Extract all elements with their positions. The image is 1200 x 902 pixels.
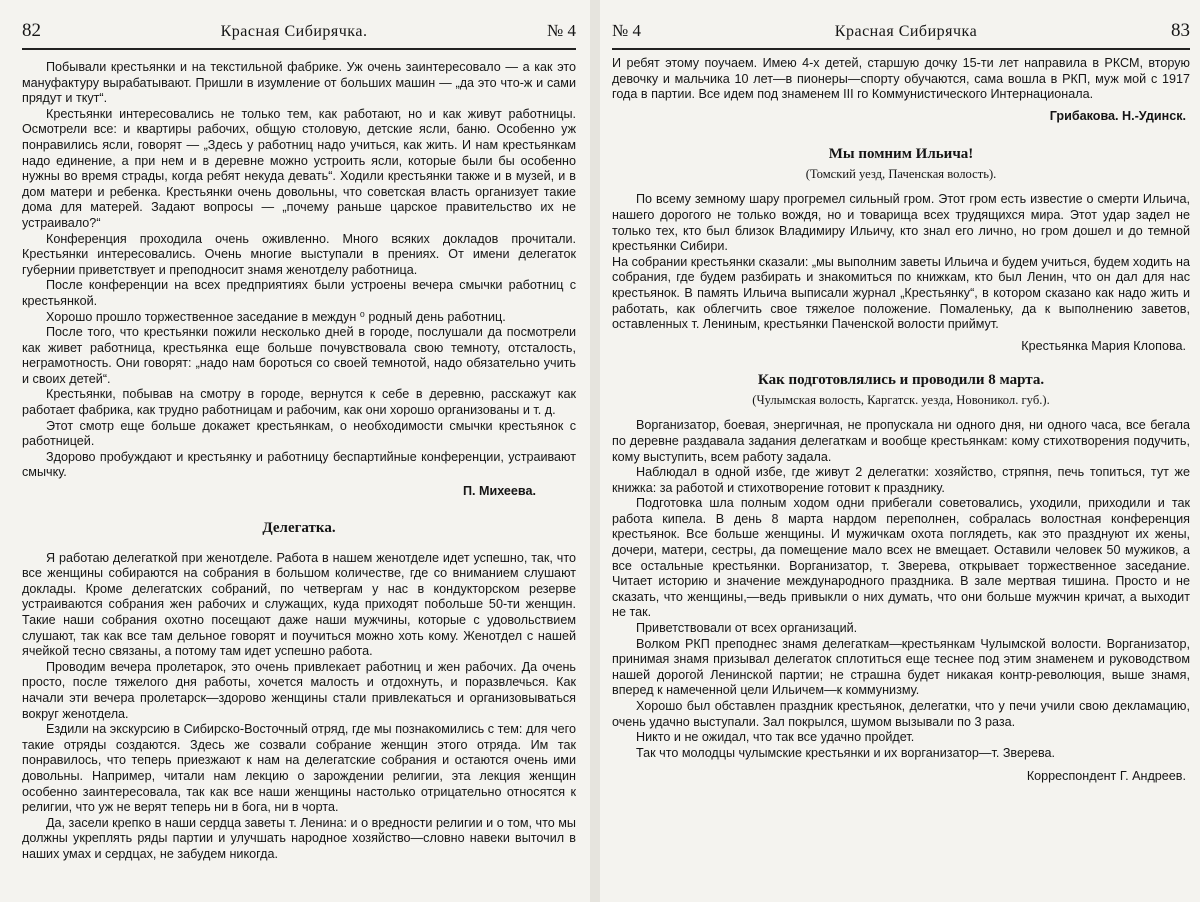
page-header [22, 20, 576, 50]
paragraph: Приветствовали от всех организаций. [636, 621, 858, 636]
paragraph: Хорошо прошло торжественное заседание в междун ⁰ родный день работниц. [46, 309, 506, 324]
article-body [22, 551, 576, 863]
left-page [0, 0, 590, 902]
journal-title: Красная Сибирячка [834, 23, 978, 40]
article-subtitle: (Чулымская волость, Каргатск. уезда, Новоникол. губ.). [752, 393, 1050, 408]
page-header [612, 20, 1190, 50]
paragraph: Ездили на экскурсию в Сибирско-Восточный отряд, где мы познакомились с тем: для чего такие отряды создаются. Здесь же созвали собрание женщин этого отряда. Им так понравилось, что теперь приезжают к нам на делегатские собрания и остаются очень ими довольны. Например, читали нам лекцию о зарождении религии, эта лекция женщин особенно заинтересовала, так как все наши женщины настолько отрицательно относятся к религии, что уж не верят теперь ни в бога, ни в чорта. [22, 722, 576, 815]
article-body [22, 60, 576, 500]
issue-number: № 4 [612, 21, 641, 40]
paragraph: Побывали крестьянки и на текстильной фабрике. Уж очень заинтересовало — а как это мануфактуру вырабатывают. Пришли в изумление от больших машин — „да это что-ж и сами прядут и ткут“. [22, 60, 576, 106]
paragraph: Конференция проходила очень оживленно. Много всяких докладов прочитали. Крестьянки интересовались. Очень многие выступали в прениях. От имени делегаток губернии приветствует и преподносит знамя женотделу работница. [22, 231, 576, 277]
paragraph: Крестьянки интересовались не только тем, как работают, но и как живут работницы. Осмотрели все: и квартиры рабочих, общую столовую, детские ясли, баню. Особенно уж понравились ясли, говорят — „Здесь у работниц надо учиться, как жить. И нам крестьянкам надо единение, а при нем и в деревне можно устроить ясли, которые были бы особенно нужны во время страды, когда ребят некуда девать“. Ходили крестьянки также и в музей, и в дом матери и ребенка. Крестьянки очень довольны, что советская власть организует такие дома для матерей. Задают вопросы — „почему раньше царское правительство их не устраивало?“ [22, 106, 576, 230]
paragraph: Хорошо был обставлен праздник крестьянок, делегатки, что у печи учили свою декламацию, очень удачно выступали. Зал покрылся, шумом вызывали по 3 раза. [612, 699, 1190, 729]
paragraph: Волком РКП преподнес знамя делегаткам—крестьянкам Чулымской волости. Ворганизатор, принимая знамя призывал делегаток сплотиться еще теснее под этим знаменем и руководством нашей дорогой Ленинской партии; не страшна будет никакая контр-революция, выше знамя, вперед к намеченной цели Ильичем—к коммунизму. [612, 636, 1190, 698]
article-title: Мы помним Ильича! [828, 146, 974, 163]
author-signature: П. Михеева. [462, 484, 536, 499]
issue-number: № 4 [547, 21, 576, 40]
paragraph: Подготовка шла полным ходом одни прибегали советовались, уходили, приходили и так работа кипела. В день 8 марта нардом переполнен, собралась волостная конференция крестьянок. Все больше женщины. И мужичкам охота поглядеть, как это празднуют их жены, дочери, матери, сестры, да помещение мало всех не вмещает. Оставили человек 50 мужиков, а все остальные крестьянки. Ворганизатор, т. Зверева, открывает торжественное заседание. Читает историю и значение международного праздника. В зале мертвая тишина. Просто и не сказать, что женщины,—ведь привыкли о них думать, что они больше мужчин кричат, а выходит не так. [612, 496, 1190, 620]
paragraph: После конференции на всех предприятиях были устроены вечера смычки работниц с крестьянкой. [22, 278, 576, 308]
article-title: Как подготовлялись и проводили 8 марта. [757, 372, 1045, 389]
page-number: 82 [22, 20, 41, 41]
paragraph: На собрании крестьянки сказали: „мы выполним заветы Ильича и будем учиться, будем ходить на собрания, где будем разбирать и знакомиться по книжкам, кто был Ленин, что он дал для нас крестьянок. В память Ильича выписали журнал „Крестьянку“, в котором сказано как надо жить и работать, как облегчить свое тяжелое положение. Помаленьку, да к выполнению заветов, оставленных т. Лениным, крестьянки Паченской волости приймут. [612, 254, 1190, 332]
page-number: 83 [1170, 20, 1190, 41]
article-body [612, 56, 1190, 124]
article-title: Делегатка. [262, 519, 336, 536]
paragraph: И ребят этому поучаем. Имею 4-х детей, старшую дочку 15-ти лет направила в РКСМ, вторую девочку и мальчика 10 лет—в пионеры—спорту обучаются, сама вошла в РКП, муж мой с 1917 года в партии. Все идем под знаменем III го Коммунистического Интернационала. [612, 56, 1190, 102]
author-signature: Корреспондент Г. Андреев. [1026, 769, 1186, 784]
paragraph: Наблюдал в одной избе, где живут 2 делегатки: хозяйство, стряпня, печь топиться, тут же книжка: за работой и стихотворение готовит к празднику. [612, 465, 1190, 495]
page-gutter [590, 0, 600, 902]
paragraph: Этот смотр еще больше докажет крестьянкам, о необходимости смычки крестьянок с работницей. [22, 418, 576, 449]
article-subtitle: (Томский уезд, Паченская волость). [805, 167, 997, 182]
paragraph: Ворганизатор, боевая, энергичная, не пропускала ни одного дня, ни одного часа, все бегала по деревне раздавала задания делегаткам и вообще крестьянкам: кому стихотворения подучить, кому выступить, всем работу задала. [612, 418, 1190, 464]
paragraph: Проводим вечера пролетарок, это очень привлекает работниц и жен рабочих. Да очень просто, после тяжелого дня работы, хочется малость и отдохнуть, и поразвлечься. Как начали эти вечера пролетарск—здорово женщины стали привлекаться и организовываться вокруг женотдела. [22, 659, 576, 721]
paragraph: Крестьянки, побывав на смотру в городе, вернутся к себе в деревню, расскажут как работает фабрика, как трудно работницам и рабочим, как они хорошо организованы и т. д. [22, 387, 576, 418]
paragraph: Никто и не ожидал, что так все удачно пройдет. [636, 730, 915, 745]
author-signature: Грибакова. Н.-Удинск. [1049, 108, 1186, 123]
paragraph: По всему земному шару прогремел сильный гром. Этот гром есть известие о смерти Ильича, нашего дорогого не только вождя, но и товарища всех трудящихся мира. Этот удар задел не только тех, кто был близок Владимиру Ильичу, кто знал его лично, но гром дошел и до темной крестьянки Сибири. [612, 192, 1190, 254]
article-body [612, 418, 1190, 785]
article-body [612, 192, 1190, 354]
right-page [600, 0, 1200, 902]
paragraph: Так что молодцы чулымские крестьянки и их ворганизатор—т. Зверева. [636, 745, 1056, 760]
paragraph: После того, что крестьянки пожили несколько дней в городе, послушали да посмотрели как живет работница, крестьянка еще больше почувствовала свою темноту, отсталость, неграмотность. Они говорят: „надо нам бороться со своей темнотой, надо обязательно учить и своих детей“. [22, 325, 576, 386]
paragraph: Здорово пробуждают и крестьянку и работницу беспартийные конференции, устраивают смычку. [22, 449, 576, 480]
author-signature: Крестьянка Мария Клопова. [1021, 338, 1186, 353]
journal-title: Красная Сибирячка. [220, 23, 368, 40]
paragraph: Я работаю делегаткой при женотделе. Работа в нашем женотделе идет успешно, так, что все женщины собираются на собрания в большом количестве, где со вниманием слушают доклады. Кроме делегатских собраний, по четвергам у нас в кондукторском резерве устраиваются собрания жен рабочих и служащих, куда приходят побольше 50-ти женщин. Такие наши собрания охотно посещают даже наши мужчины, которые с удовольствием слушают, так как все там дельное говорят и поучиться можно хоть кому. Женотдел с нашей ячейкой тесно связаны, а потому там идет успешно работа. [22, 550, 576, 659]
paragraph: Да, засели крепко в наши сердца заветы т. Ленина: и о вредности религии и о том, что мы должны укреплять ряды партии и улучшать народное хозяйство—словно навеки выточил в наших умах и сердцах, не забудем никогда. [22, 815, 576, 861]
